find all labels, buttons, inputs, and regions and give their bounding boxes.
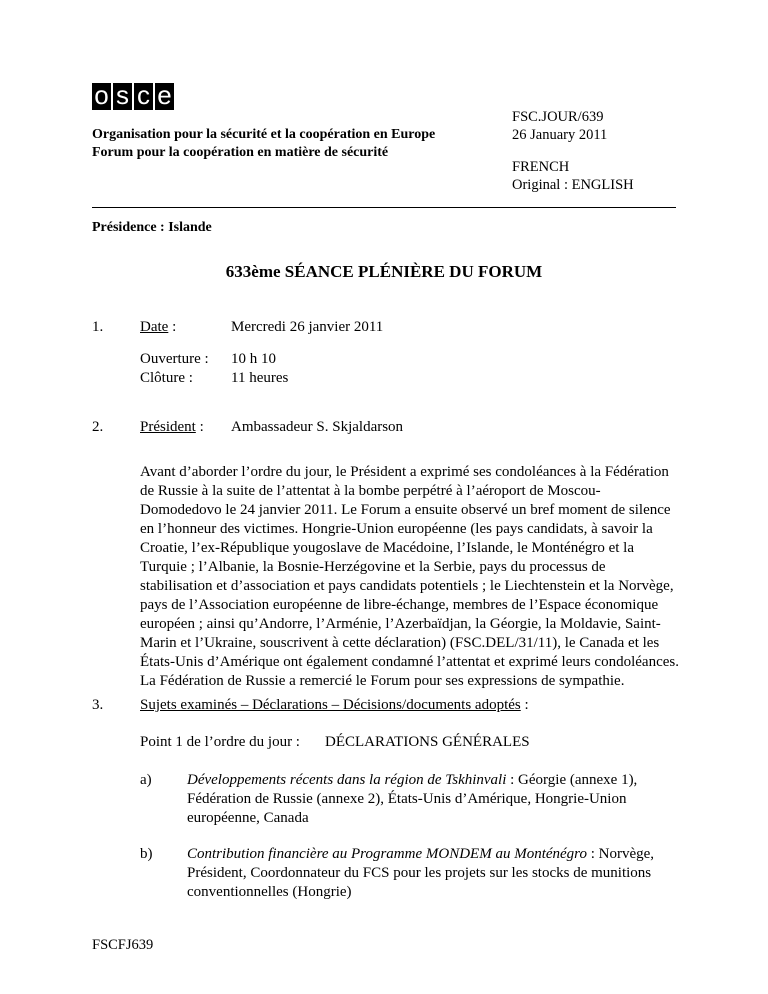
chairmanship: Présidence : Islande: [92, 220, 212, 235]
item-2-number: 2.: [92, 419, 104, 435]
sub-b-title: Contribution financière au Programme MONDEM au Monténégro: [187, 846, 587, 862]
date-value: Mercredi 26 janvier 2011: [231, 319, 384, 335]
organisation-block: [92, 126, 492, 162]
document-reference: [512, 108, 692, 194]
sub-b-letter: b): [140, 846, 153, 862]
president-statement: Avant d’aborder l’ordre du jour, le Président a exprimé ses condoléances à la Fédération de Russie à la suite de l’attentat à la bombe perpétré à l’aéroport de Moscou-Domodedovo le 24 janvier 2011. Le Forum a ensuite observé un bref moment de silence en l’honneur des victimes. Hongrie-Union européenne (les pays candidats, à savoir la Croatie, l’ex-République yougoslave de Macédoine, l’Islande, le Monténégro et la Turquie ; l’Albanie, la Bosnie-Herzégovine et la Serbie, pays du processus de stabilisation et d’association et pays candidats potentiels ; le Liechtenstein et la Norvège, pays de l’Association européenne de libre-échange, membres de l’Espace économique européen ; ainsi qu’Andorre, l’Arménie, l’Azerbaïdjan, la Géorgie, la Moldavie, Saint-Marin et l’Ukraine, souscrivent à cette déclaration) (FSC.DEL/31/11), le Canada et les États-Unis d’Amérique ont également condamné l’attentat et exprimé leurs condoléances. La Fédération de Russie a remercié le Forum pour ses expressions de sympathie.: [140, 464, 679, 689]
doc-ref: FSC.JOUR/639: [512, 109, 604, 125]
item-3-heading-sep: :: [520, 697, 529, 713]
opening-value: 10 h 10: [231, 351, 276, 367]
header-divider: [92, 207, 676, 208]
logo-letter: e: [155, 83, 174, 110]
president-label-group: [140, 418, 204, 437]
doc-language: FRENCH: [512, 159, 570, 175]
item-3-number: 3.: [92, 697, 104, 713]
closing-label: Clôture :: [140, 370, 193, 386]
agenda-value: DÉCLARATIONS GÉNÉRALES: [325, 734, 530, 750]
page-title: 633ème SÉANCE PLÉNIÈRE DU FORUM: [225, 262, 543, 281]
opening-label: Ouverture :: [140, 351, 209, 367]
footer-code: FSCFJ639: [92, 937, 154, 953]
item-1-number: 1.: [92, 319, 104, 335]
sub-a-text: [187, 771, 682, 828]
date-label-group: [140, 318, 176, 337]
president-label: Président: [140, 419, 196, 435]
org-name: Organisation pour la sécurité et la coopération en Europe: [92, 127, 436, 142]
forum-name: Forum pour la coopération en matière de sécurité: [92, 145, 389, 160]
sub-a-title: Développements récents dans la région de Tskhinvali: [187, 772, 507, 788]
doc-original: Original : ENGLISH: [512, 177, 634, 193]
agenda-label: Point 1 de l’ordre du jour :: [140, 734, 300, 750]
date-label: Date: [140, 319, 169, 335]
sub-a-body: : Géorgie (annexe 1), Fédération de Russie (annexe 2), États-Unis d’Amérique, Hongrie-Union européenne, Canada: [187, 772, 638, 826]
president-value: Ambassadeur S. Skjaldarson: [231, 419, 404, 435]
item-3-heading-group: [140, 696, 529, 715]
doc-date: 26 January 2011: [512, 127, 608, 143]
sub-b-text: [187, 845, 682, 902]
sub-b-body: : Norvège, Président, Coordonnateur du FCS pour les projets sur les stocks de munitions conventionnelles (Hongrie): [187, 846, 655, 900]
osce-logo: [92, 80, 174, 110]
logo-letter: s: [113, 83, 132, 110]
logo-letter: c: [134, 83, 153, 110]
logo-letter: o: [92, 83, 111, 110]
sub-a-letter: a): [140, 772, 152, 788]
president-sep: :: [195, 419, 204, 435]
item-3-heading: Sujets examinés – Déclarations – Décisions/documents adoptés: [140, 697, 521, 713]
closing-value: 11 heures: [231, 370, 289, 386]
date-sep: :: [168, 319, 177, 335]
